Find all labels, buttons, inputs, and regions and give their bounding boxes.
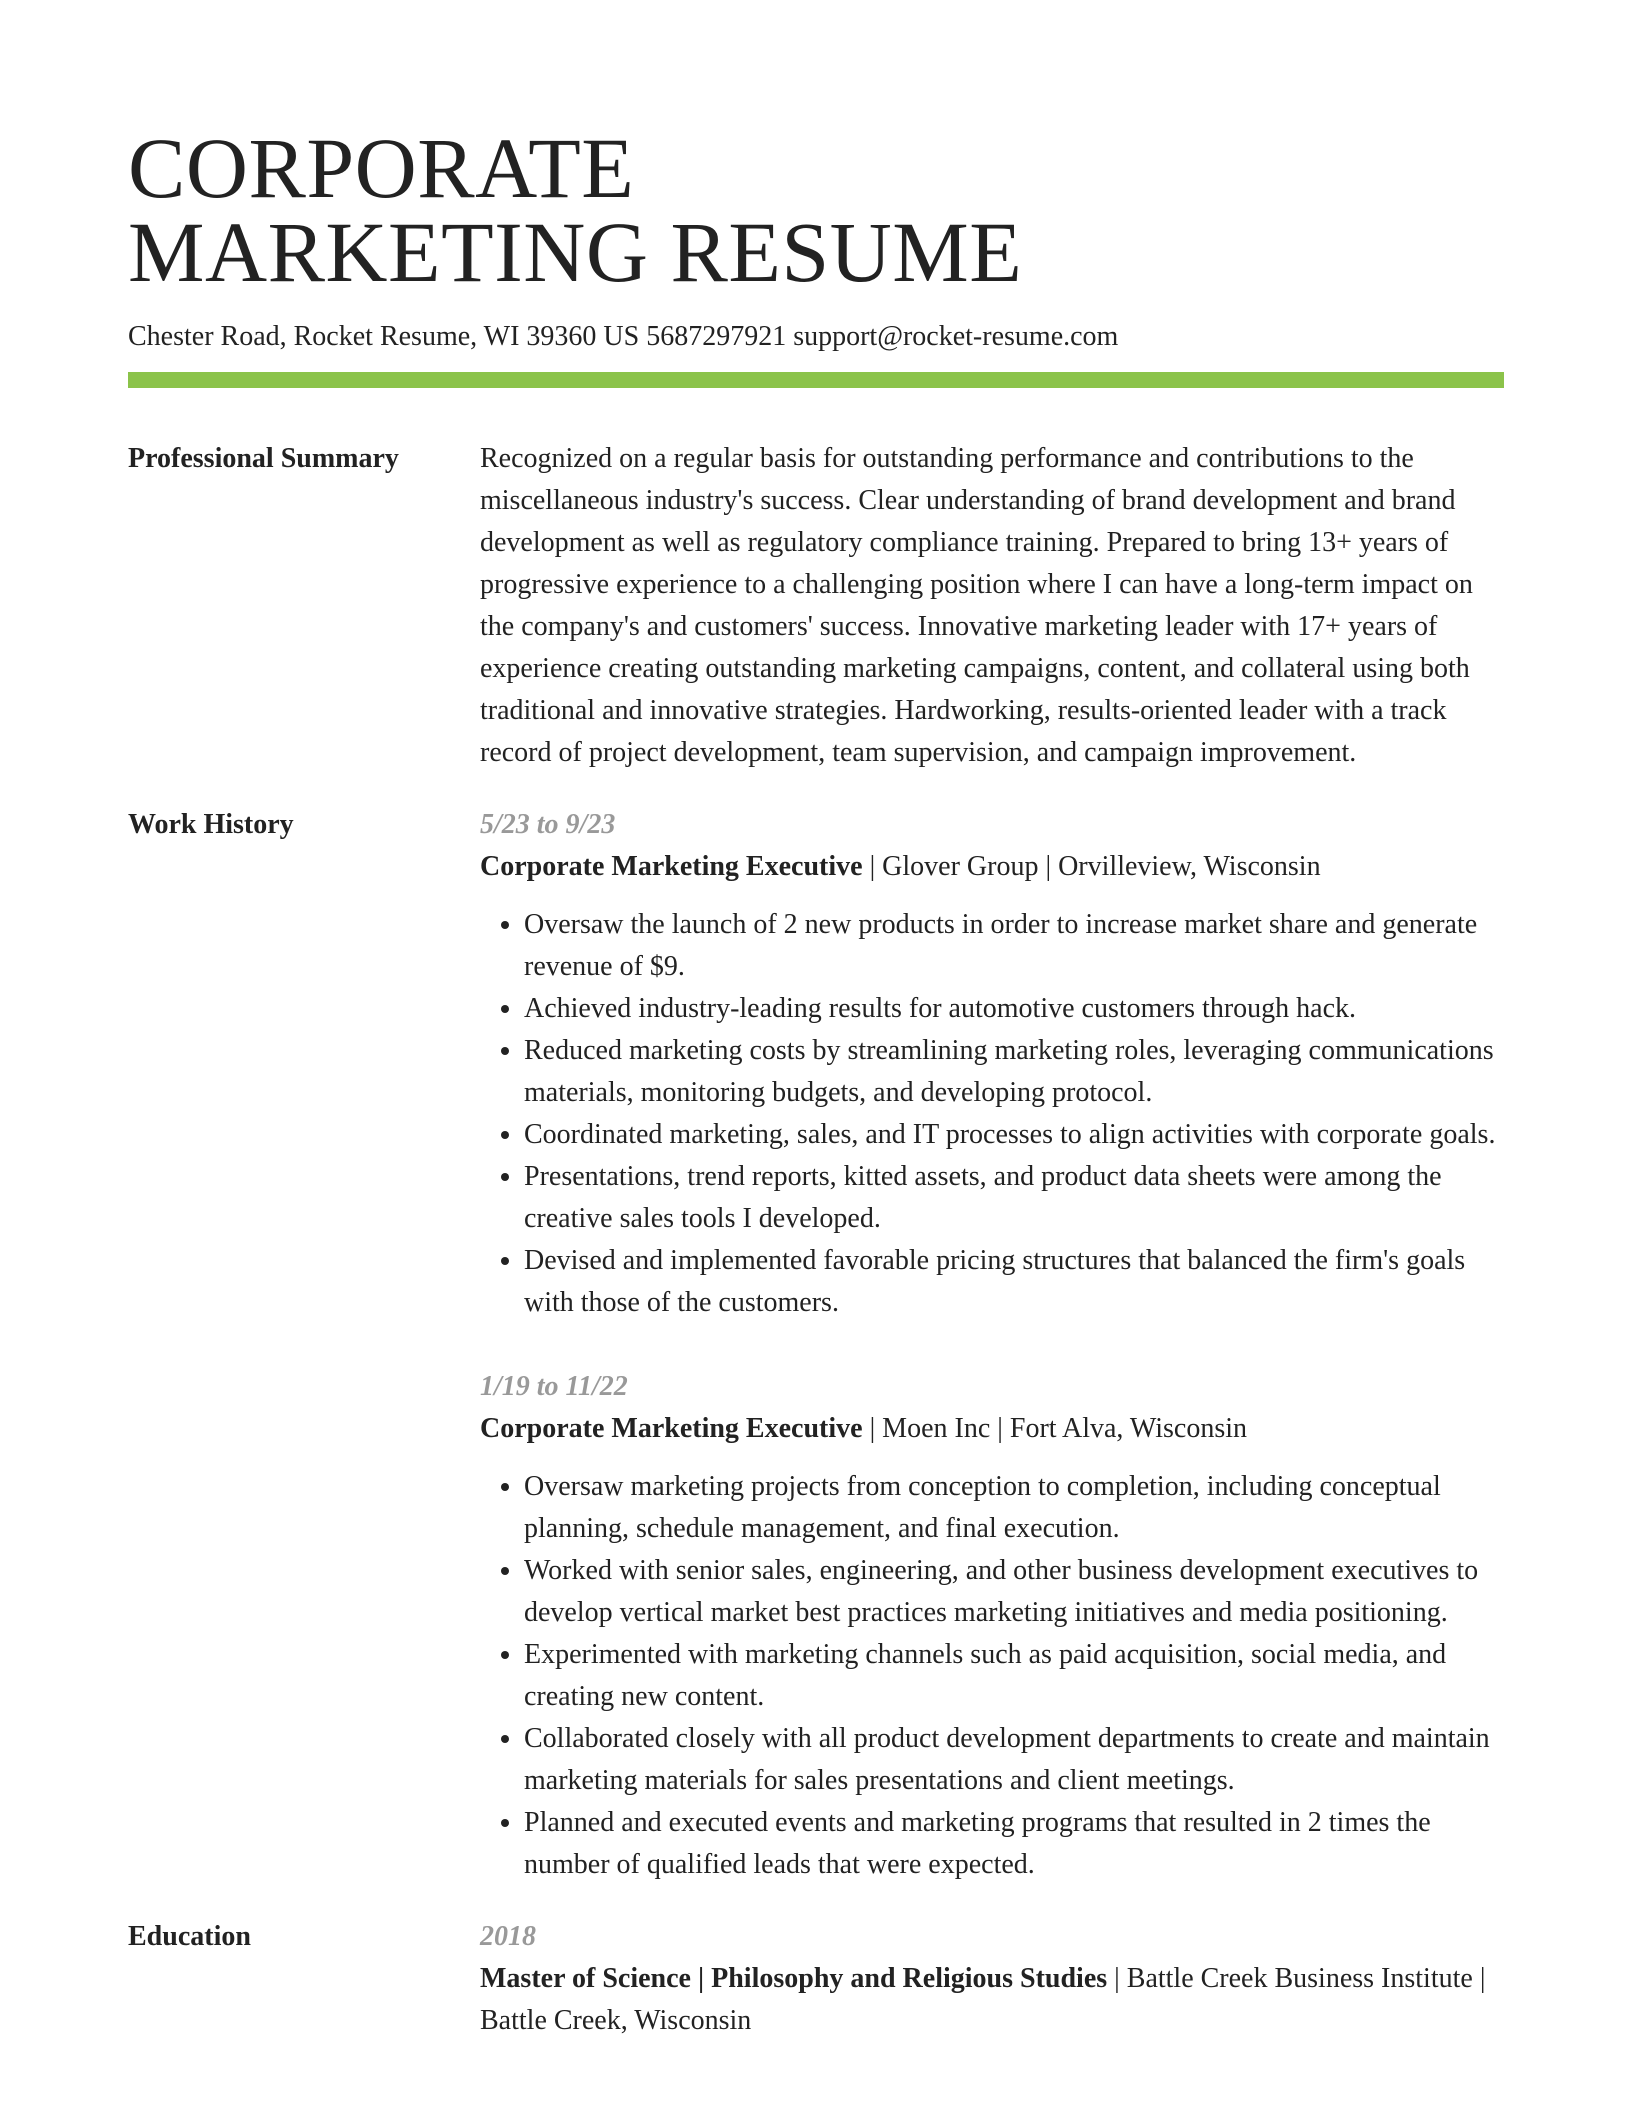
job-title: Corporate Marketing Executive: [480, 851, 863, 882]
education-year: 2018: [480, 1921, 536, 1952]
professional-summary-section: [128, 438, 1504, 774]
bullet-item: • Coordinated marketing, sales, and IT processes to align activities with corporate goals.: [524, 1114, 1504, 1156]
degree-title: Master of Science | Philosophy and Religious Studies: [480, 1963, 1108, 1994]
bullet-item: • Presentations, trend reports, kitted assets, and product data sheets were among the creative sales tools I developed.: [524, 1156, 1504, 1240]
bullet-item: • Collaborated closely with all product development departments to create and maintain marketing materials for sales presentations and client meetings.: [524, 1718, 1504, 1802]
contact-info: Chester Road, Rocket Resume, WI 39360 US 5687297921 support@rocket-resume.com: [128, 321, 1119, 352]
bullet-item: • Devised and implemented favorable pricing structures that balanced the firm's goals with those of the customers.: [524, 1240, 1504, 1324]
job-entry: [480, 804, 1504, 1324]
job-heading: [480, 846, 1504, 888]
job-title: Corporate Marketing Executive: [480, 1413, 863, 1444]
job-entry: [480, 1366, 1504, 1886]
job-details: | Moen Inc | Fort Alva, Wisconsin: [862, 1413, 1248, 1444]
title-line-1: CORPORATE: [128, 120, 635, 216]
work-history-section: [128, 804, 1504, 1886]
section-label-work: Work History: [128, 809, 294, 840]
job-dates: 1/19 to 11/22: [480, 1371, 628, 1402]
resume-page: [128, 0, 1504, 2042]
accent-divider: [128, 372, 1504, 388]
education-heading: [480, 1958, 1504, 2042]
job-bullets: [480, 904, 1504, 1324]
job-dates: 5/23 to 9/23: [480, 809, 616, 840]
bullet-item: • Achieved industry-leading results for automotive customers through hack.: [524, 988, 1504, 1030]
work-body: [480, 804, 1504, 1886]
bullet-item: • Planned and executed events and marketing programs that resulted in 2 times the number of qualified leads that were expected.: [524, 1802, 1504, 1886]
bullet-item: • Worked with senior sales, engineering, and other business development executives to develop vertical market best practices marketing initiatives and media positioning.: [524, 1550, 1504, 1634]
summary-body: [480, 438, 1504, 774]
summary-text: Recognized on a regular basis for outstanding performance and contributions to the miscellaneous industry's success. Clear understanding of brand development and brand development as well as regulatory compliance training. Prepared to bring 13+ years of progressive experience to a challenging position where I can have a long-term impact on the company's and customers' success. Innovative marketing leader with 17+ years of experience creating outstanding marketing campaigns, content, and collateral using both traditional and innovative strategies. Hardworking, results-oriented leader with a track record of project development, team supervision, and campaign improvement.: [480, 443, 1473, 768]
education-body: [480, 1916, 1504, 2042]
section-label-summary: Professional Summary: [128, 443, 399, 474]
job-heading: [480, 1408, 1504, 1450]
job-details: | Glover Group | Orvilleview, Wisconsin: [862, 851, 1321, 882]
bullet-item: • Oversaw marketing projects from conception to completion, including conceptual planning, schedule management, and final execution.: [524, 1466, 1504, 1550]
bullet-item: • Experimented with marketing channels such as paid acquisition, social media, and creating new content.: [524, 1634, 1504, 1718]
bullet-item: • Oversaw the launch of 2 new products in order to increase market share and generate revenue of $9.: [524, 904, 1504, 988]
section-label-education: Education: [128, 1921, 251, 1952]
resume-title: [128, 0, 1504, 300]
job-bullets: [480, 1466, 1504, 1886]
education-section: [128, 1916, 1504, 2042]
title-line-2: MARKETING RESUME: [128, 204, 1023, 300]
bullet-item: • Reduced marketing costs by streamlining marketing roles, leveraging communications materials, monitoring budgets, and developing protocol.: [524, 1030, 1504, 1114]
education-details: | Battle Creek Business Institute | Battle Creek, Wisconsin: [480, 1963, 1486, 2036]
